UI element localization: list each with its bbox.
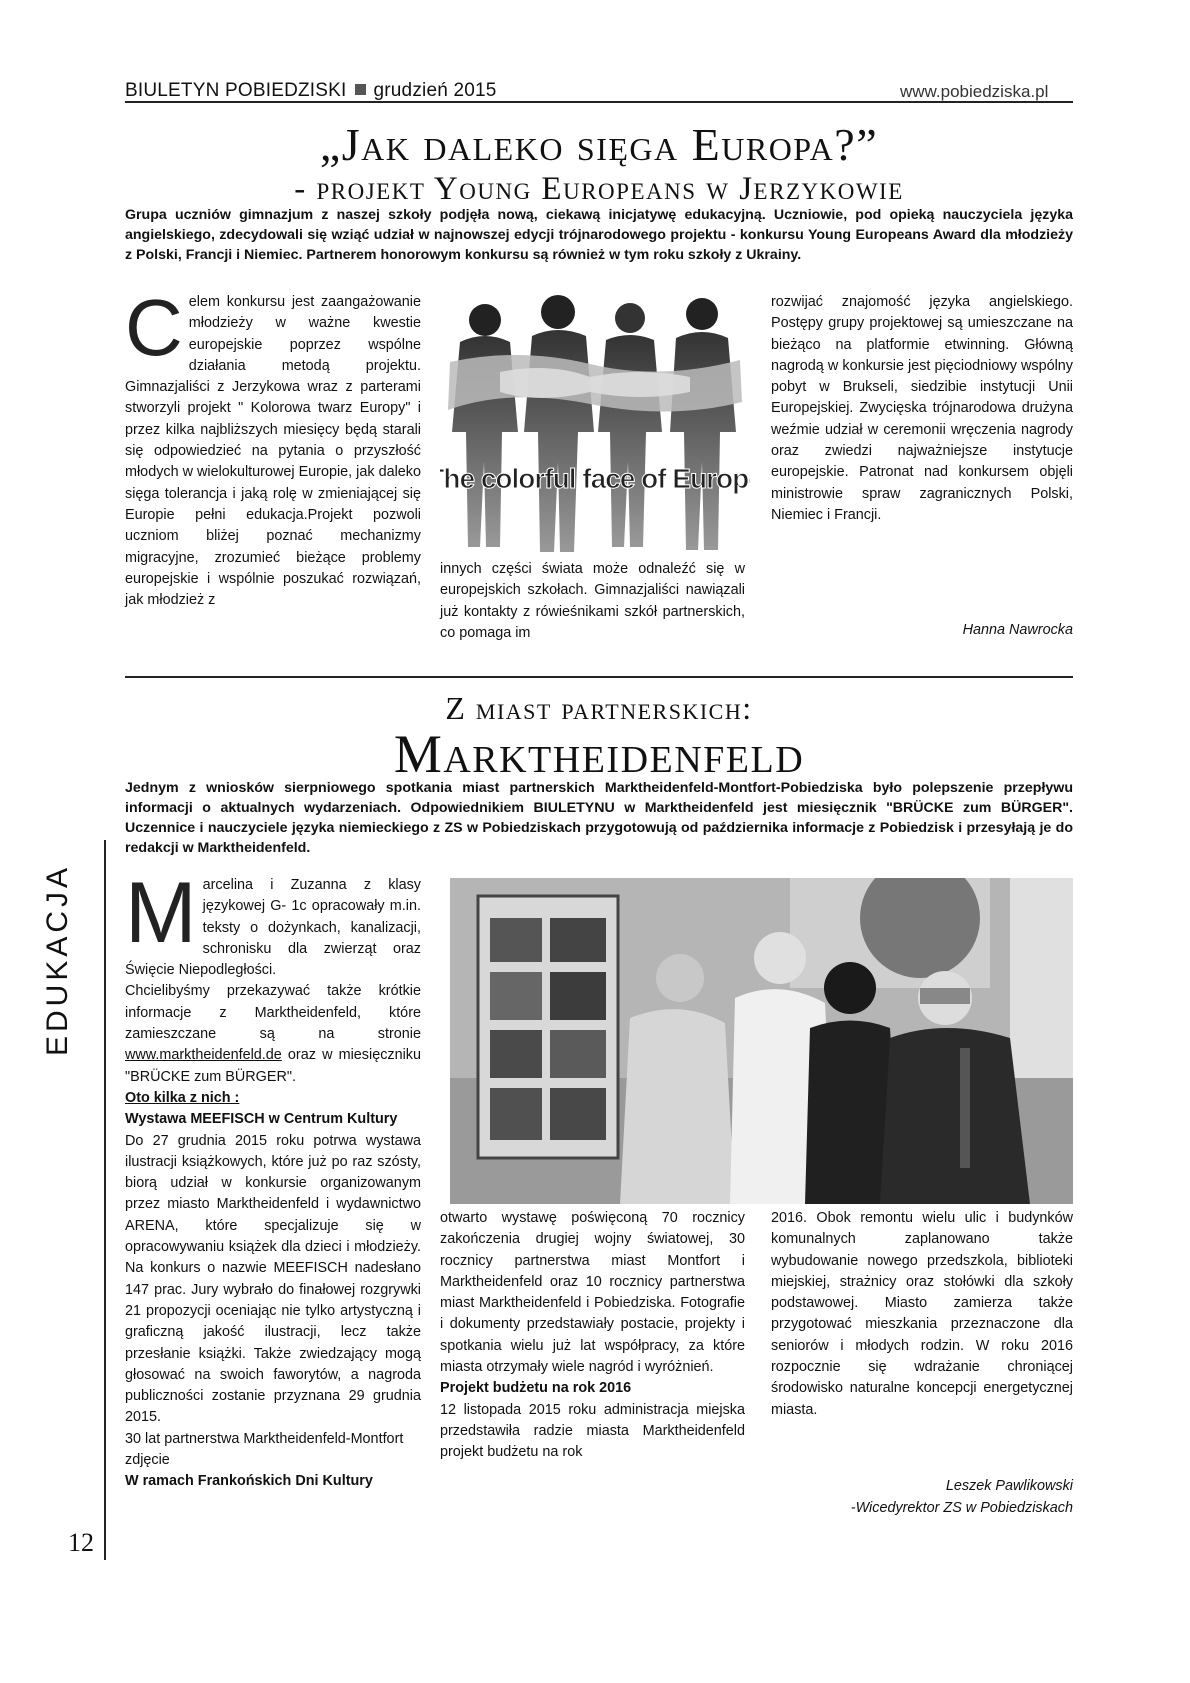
- article2-column3: 2016. Obok remontu wielu ulic i budynków komunalnych zaplanowano także wybudowanie nowego przedszkola, biblioteki miejskiej, strażnicy oraz stołówki dla szkoły podstawowej. Miasto zamierza także przygotować mieszkania przeznaczone dla seniorów i młodych rodzin. W roku 2016 rozpocznie się wdrażanie chroniącej środowisko naturalne koncepcji energetycznej miasta.: [771, 1210, 1073, 1418]
- article1-column1: [125, 283, 421, 611]
- exhibition-text: Do 27 grudnia 2015 roku potrwa wystawa ilustracji książkowych, które już po raz szósty, biorą udział w konkursie organizowanym przez miasto Marktheidenfeld i wydawnictwo ARENA, które specjalizuje się w opracowywaniu książek dla dzieci i młodzieży. Na konkurs o nazwie MEEFISCH nadesłano 147 prac. Jury wybrało do finałowej rozgrywki 21 propozycji oceniając nie tylko artystyczną i graficzną jakość ilustracji, lecz także przesłanie książki. Także zwiedzający mogą głosować na swoich faworytów, a nagroda publiczności zostanie przyznana 29 grudnia 2015.: [125, 1132, 421, 1426]
- publication-name: BIULETYN POBIEDZISKI: [125, 80, 347, 101]
- officials-exhibition-photo: [450, 878, 1073, 1204]
- article2-intro: arcelina i Zuzanna z klasy językowej G- 1c opracowały m.in. teksty o dożynkach, kanalizacji, schronisku dla zwierząt oraz Święcie Niepodległości.: [125, 877, 421, 979]
- illustration-caption: The colorful face of Europe: [440, 463, 750, 494]
- exhibition-heading: Wystawa MEEFISCH w Centrum Kultury: [125, 1111, 398, 1128]
- article2-title: Marktheidenfeld: [393, 724, 805, 784]
- dropcap-m: M: [125, 865, 197, 961]
- article2-paragraph2-end: oraz w miesięczniku "BRÜCKE zum BÜRGER".: [125, 1047, 421, 1085]
- page-number: 12: [68, 1528, 94, 1557]
- issue-date: grudzień 2015: [373, 80, 497, 101]
- article1-subtitle: - projekt Young Europeans w Jerzykowie: [294, 171, 904, 207]
- website-link[interactable]: www.pobiedziska.pl: [900, 82, 1049, 101]
- dropcap-c: C: [125, 283, 183, 372]
- article1-title: „Jak daleko sięga Europa?”: [319, 119, 879, 170]
- publication-header: [125, 80, 497, 102]
- article1-col1-text: elem konkursu jest zaangażowanie młodzieży w ważne kwestie europejskie poprzez wspólne działania metodą projektu. Gimnazjaliści z Jerzykowa wraz z parterami stworzyli projekt " Kolorowa twarz Europy" i przez kilka najbliższych miesięcy będą starali się odpowiedzieć na pytania o przyszłość młodych w wielokulturowej Europie, jak daleko sięga tolerancja i jaką rolę w zmieniającej się Europie pełni edukacja.Projekt pozwoli uczniom bliżej poznać mechanizmy migracyjne, zrozumieć bieżące problemy europejskie i wspólnie poszukać rozwiązań, jak młodzież z: [125, 294, 421, 609]
- separator-square-icon: [355, 84, 366, 95]
- article1-lead: Grupa uczniów gimnazjum z naszej szkoły podjęła nową, ciekawą inicjatywę edukacyjną. Uczniowie, pod opieką nauczyciela języka angielskiego, zdecydowali się wziąć udział w najnowszej edycji trójnarodowego projektu - konkursu Young Europeans Award dla młodzieży z Polski, Francji i Niemiec. Partnerem honorowym konkursu są również w tym roku szkoły z Ukrainy.: [125, 207, 1073, 263]
- section-rule: [104, 840, 106, 1560]
- article2-column2: [440, 1208, 745, 1464]
- article1-column3: rozwijać znajomość języka angielskiego. Postępy grupy projektowej są umieszczane na bieżąco na platformie etwinning. Główną nagrodą w konkursie jest pięciodniowy wspólny pobyt w Brukseli, siedzibie instytucji Unii Europejskiej. Zwycięska trójnarodowa drużyna weźmie udział w ceremonii wręczenia nagrody oraz zwiedzi najważniejsze instytucje europejskie. Patronat nad konkursem objęli ministrowie spraw zagranicznych Polski, Niemiec i Francji.: [771, 294, 1073, 523]
- article2-column1: [125, 865, 421, 1493]
- article2-author-role: -Wicedyrektor ZS w Pobiedziskach: [850, 1500, 1073, 1516]
- examples-heading: Oto kilka z nich :: [125, 1089, 240, 1106]
- article2-kicker: Z miast partnerskich:: [445, 690, 753, 726]
- article1-column2: innych części świata może odnaleźć się w europejskich szkołach. Gimnazjaliści nawiązali już kontakty z rówieśnikami szkół partnerskich, co pomaga im: [440, 561, 745, 641]
- article1-author: Hanna Nawrocka: [962, 622, 1073, 638]
- article2-author: Leszek Pawlikowski: [945, 1478, 1073, 1494]
- article2-paragraph2-start: Chcielibyśmy przekazywać także krótkie informacje z Marktheidenfeld, które zamieszczane są na stronie: [125, 983, 421, 1043]
- budget-text: 12 listopada 2015 roku administracja miejska przedstawiła radzie miasta Marktheidenfeld projekt budżetu na rok: [440, 1401, 745, 1461]
- section-label: EDUKACJA: [41, 863, 74, 1057]
- marktheidenfeld-link[interactable]: www.marktheidenfeld.de: [125, 1047, 282, 1064]
- article-divider: [125, 676, 1073, 678]
- anniversary-text: 30 lat partnerstwa Marktheidenfeld-Montfort zdjęcie: [125, 1430, 404, 1469]
- budget-heading: Projekt budżetu na rok 2016: [440, 1380, 632, 1397]
- header-divider: [125, 101, 1073, 103]
- column2-text: otwarto wystawę poświęconą 70 rocznicy zakończenia drugiej wojny światowej, 30 rocznicy partnerstwa miast Montfort i Marktheidenfeld oraz 10 rocznicy partnerstwa miast Marktheidenfeld i Pobiedziska. Fotografie i dokumenty przedstawiały postacie, projekty i spotkania wielu już lat współpracy, za które miasta otrzymały wiele nagród i wyróżnień.: [440, 1210, 745, 1376]
- silhouettes-graphic: [440, 292, 750, 562]
- photo-graphic: [450, 878, 1073, 1204]
- colorful-europe-illustration: [440, 292, 750, 562]
- frankish-heading: W ramach Frankońskich Dni Kultury: [125, 1473, 373, 1490]
- article2-lead: Jednym z wniosków sierpniowego spotkania miast partnerskich Marktheidenfeld-Montfort-Pobiedziska było polepszenie przepływu informacji o aktualnych wydarzeniach. Odpowiednikiem BIULETYNU w Marktheidenfeld jest miesięcznik "BRÜCKE zum BÜRGER". Uczennice i nauczyciele języka niemieckiego z ZS w Pobiedziskach przygotowują od października informacje z Pobiedzisk i przesyłają je do redakcji w Marktheidenfeld.: [125, 780, 1073, 856]
